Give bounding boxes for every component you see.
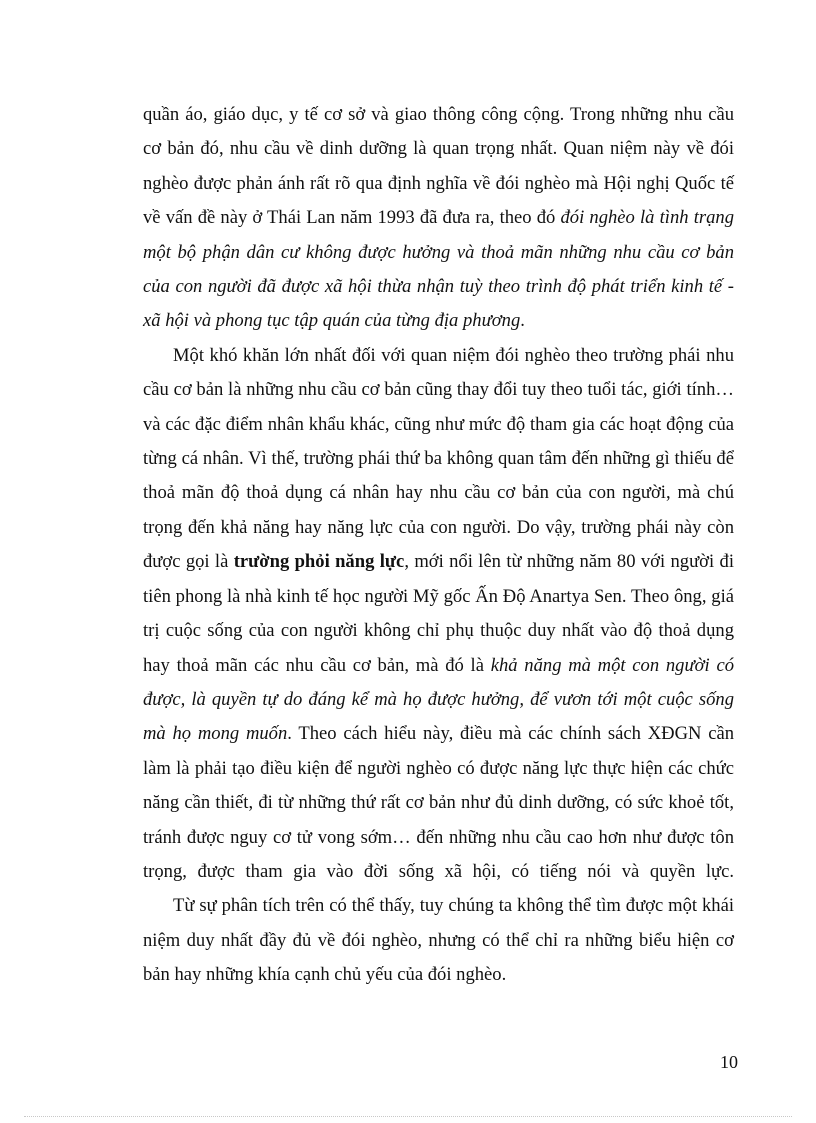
body-text <box>143 98 734 993</box>
paragraph-2-text-a: Một khó khăn lớn nhất đối với quan niệm đói nghèo theo trường phái nhu cầu cơ bản là những nhu cầu cơ bản cũng thay đổi tuy theo tuổi tác, giới tính… và các đặc điểm nhân khẩu khác, cũng như mức độ tham gia các hoạt động của từng cá nhân. Vì thế, trường phái thứ ba không quan tâm đến những gì thiếu để thoả mãn độ thoả dụng cá nhân hay nhu cầu cơ bản của con người, mà chú trọng đến khả năng hay năng lực của con người. Do vậy, trường phái này còn được gọi là <box>143 344 734 573</box>
paragraph-3 <box>143 889 734 992</box>
paragraph-1 <box>143 98 734 339</box>
paragraph-2-text-b: , mới nổi lên từ những năm 80 với người đi tiên phong là nhà kinh tế học người Mỹ gốc Ấn Độ Anartya Sen. Theo ông, giá trị cuộc sống của con người không chỉ phụ thuộc duy nhất vào độ thoả dụng hay thoả mãn các nhu cầu cơ bản, mà đó là <box>143 551 734 676</box>
paragraph-1-end-punctuation: . <box>520 310 525 332</box>
page-number: 10 <box>720 1052 738 1072</box>
paragraph-1-definition-italic: đói nghèo là tình trạng một bộ phận dân cư không được hưởng và thoả mãn những nhu cầu cơ bản của con người đã được xã hội thừa nhận tuỳ theo trình độ phát triển kinh tế - xã hội và phong tục tập quán của từng địa phương <box>143 207 734 332</box>
paragraph-2-quote-italic: khả năng mà một con người có được, là quyền tự do đáng kể mà họ được hưởng, để vươn tới một cuộc sống mà họ mong muốn <box>143 654 734 745</box>
paragraph-3-text: Từ sự phân tích trên có thể thấy, tuy chúng ta không thể tìm được một khái niệm duy nhất đầy đủ về đói nghèo, nhưng có thể chỉ ra những biểu hiện cơ bản hay những khía cạnh chủ yếu của đói nghèo. <box>143 895 734 986</box>
paragraph-2 <box>143 339 734 890</box>
footer-divider <box>24 1116 792 1117</box>
paragraph-2-text-c: . Theo cách hiểu này, điều mà các chính sách XĐGN cần làm là phải tạo điều kiện để người nghèo có được năng lực thực hiện các chức năng cần thiết, đi từ những thứ rất cơ bản như đủ dinh dưỡng, có sức khoẻ tốt, tránh được nguy cơ tử vong sớm… đến những nhu cầu cao hơn như được tôn trọng, được tham gia vào đời sống xã hội, có tiếng nói và quyền lực. <box>143 723 734 882</box>
paragraph-1-text: quần áo, giáo dục, y tế cơ sở và giao thông công cộng. Trong những nhu cầu cơ bản đó, nhu cầu về dinh dưỡng là quan trọng nhất. Quan niệm này về đói nghèo được phản ánh rất rõ qua định nghĩa về đói nghèo mà Hội nghị Quốc tế về vấn đề này ở Thái Lan năm 1993 đã đưa ra, theo đó <box>143 104 734 229</box>
paragraph-2-bold-term: trường phỏi năng lực <box>233 551 405 573</box>
